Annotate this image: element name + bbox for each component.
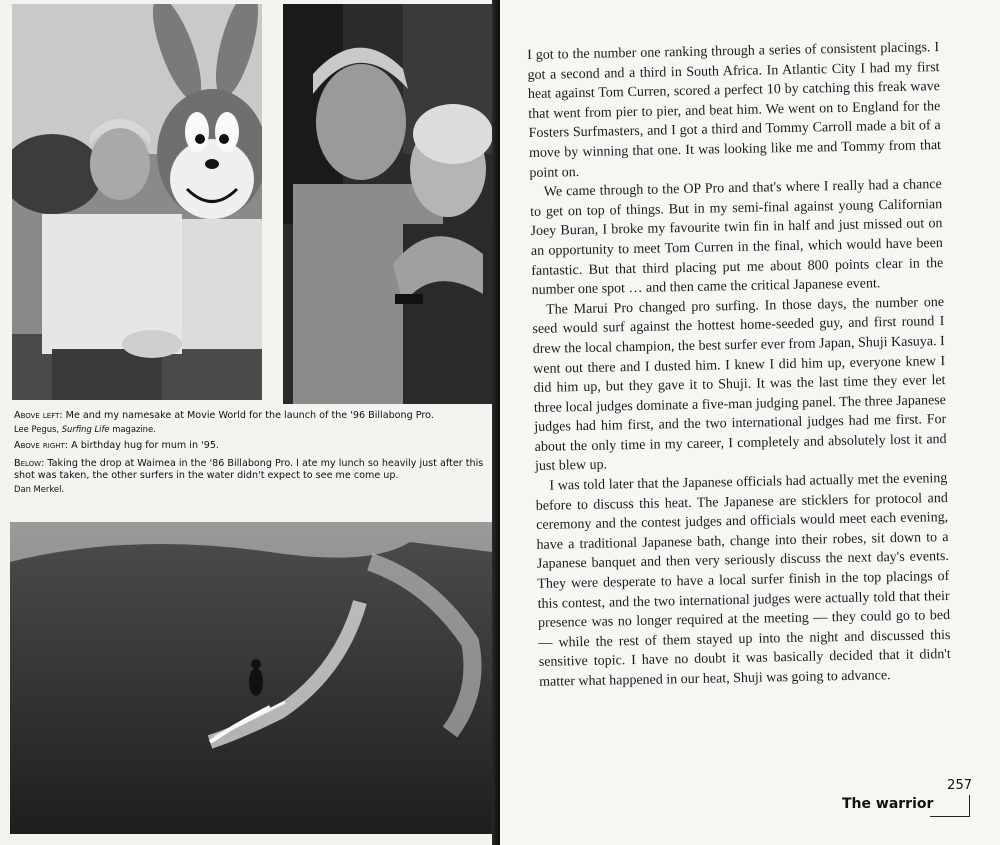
running-head: The warrior (842, 796, 934, 812)
caption-text: Me and my namesake at Movie World for the launch of the '96 Billabong Pro. (62, 410, 434, 421)
caption-below (14, 458, 494, 496)
photo-surfer-waimea (10, 522, 492, 834)
credit-publication: Surfing Life (61, 423, 110, 434)
paragraph: I got to the number one ranking through a series of consistent placings. I got a second and a third in South Africa. In Atlantic City I had my first heat against Tom Curren, scored a perfect 10 by catching this freak wave that went from pier to pier, and beat him. We went on to England for the Fosters Surfmasters, and I got a third and Tommy Carroll made a bit of a move by winning that one. It was looking like me and Tommy from that point on. (527, 40, 942, 181)
caption-above-right (14, 440, 494, 453)
left-page (0, 0, 498, 845)
photo-man-with-rabbit-mascot (12, 4, 262, 400)
caption-text: : A birthday hug for mum in '95. (64, 440, 219, 452)
caption-text: Taking the drop at Waimea in the '86 Billabong Pro. I ate my lunch so heavily just after this shot was taken, the other surfers in the water didn't expect to see me come up. (14, 457, 484, 482)
caption-above-left (14, 410, 494, 435)
footer-rule-horizontal (930, 816, 970, 817)
paragraph: The Marui Pro changed pro surfing. In those days, the number one seed would surf against the hottest home-seeded guy, and first round I drew the local champion, the best surfer ever from Japan, Shuji Kasuya. I went out there and I dusted him. I knew I did him up, everyone knew I did him up, but they gave it to Shuji. It was the last time they ever let three local judges dominate a five-man judging panel. The three Japanese judges had him first, and the two international judges had me first. For about the only time in my career, I completely and absolutely lost it and just blew up. (532, 294, 947, 475)
page-number: 257 (947, 778, 972, 793)
photo-birthday-hug (283, 4, 493, 404)
credit-tail: magazine. (109, 423, 156, 434)
photo-credit (14, 423, 494, 436)
caption-label: Above right (14, 440, 65, 452)
chapter-body-text (527, 38, 951, 692)
caption-label: Below: (14, 457, 45, 469)
photo-captions (14, 410, 494, 501)
paragraph: I was told later that the Japanese officials had actually met the evening before to discuss this heat. The Japanese are sticklers for protocol and ceremony and the contest judges and officials would meet each evening, have a traditional Japanese bath, change into their robes, sit down to a Japanese banquet and then very seriously discuss the next day's events. They were desperate to have a local surfer finish in the top placings of this contest, and the two international judges were actually told that their presence was no longer required at the meeting — they could go to bed — while the rest of them stayed up into the night and discussed this sensitive topic. I have no doubt it was basically decided that it didn't matter what happened in our heat, Shuji was going to advance. (535, 471, 951, 690)
paragraph: We came through to the OP Pro and that's where I really had a chance to get on top of things. But in my semi-final against young Californian Joey Buran, I broke my favourite twin fin in half and just missed out on an opportunity to meet Tom Curren in the final, which would have been fantastic. But that third placing put me about 800 points clear in the number one spot … and then came the critical Japanese event. (530, 177, 944, 299)
footer-rule-vertical (969, 795, 970, 817)
page-footer (842, 778, 972, 820)
photo-credit: Dan Merkel. (14, 483, 65, 494)
credit-name: Lee Pegus, (14, 423, 62, 434)
caption-label: Above left: (14, 410, 63, 421)
